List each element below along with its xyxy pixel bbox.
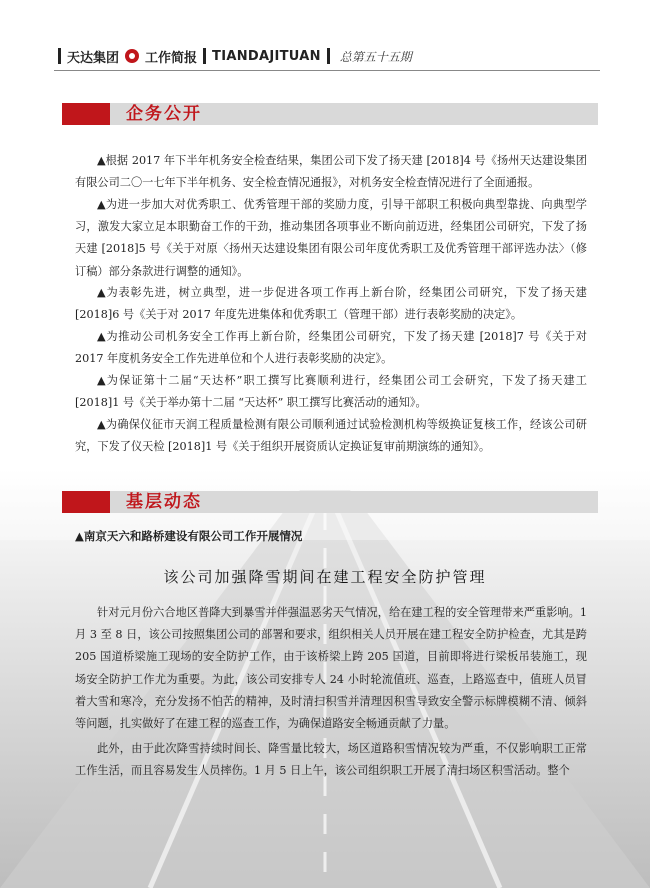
section-bar-enterprise-affairs <box>62 103 598 125</box>
header-english-name: TIANDAJITUAN <box>212 48 321 64</box>
section-title: 基层动态 <box>126 492 202 512</box>
paragraph: ▲为推动公司机务安全工作再上新台阶，经集团公司研究，下发了扬天建 [2018]7 号《关于对 2017 年度机务安全工作先进单位和个人进行表彰奖励的决定》。 <box>75 330 587 366</box>
header-group-name: 天达集团 <box>67 50 120 66</box>
header-divider <box>327 48 330 64</box>
section-title: 企务公开 <box>126 104 202 124</box>
paragraph: ▲根据 2017 年下半年机务安全检查结果，集团公司下发了扬天建 [2018]4 号《扬州天达建设集团有限公司二〇一七年下半年机务、安全检查情况通报》，对机务安全检查情况进行了全面通报。 <box>75 154 587 190</box>
paragraph: ▲为表彰先进，树立典型，进一步促进各项工作再上新台阶，经集团公司研究，下发了扬天建 [2018]6 号《关于对 2017 年度先进集体和优秀职工（管理干部）进行表彰奖励的决定》。 <box>75 286 587 322</box>
header-divider <box>203 48 206 64</box>
paragraph: 此外，由于此次降雪持续时间长、降雪量比较大，场区道路积雪情况较为严重，不仅影响职工正常工作生活，而且容易发生人员摔伤。1 月 5 日上午，该公司组织职工开展了清扫场区积雪活动。整个 <box>75 742 587 778</box>
header-brief-title: 工作简报 <box>145 50 198 66</box>
header-issue-number: 总第五十五期 <box>339 49 412 64</box>
section-red-block <box>62 491 110 513</box>
header-divider <box>58 48 61 64</box>
section-bar-grassroots-news <box>62 491 598 513</box>
section-red-block <box>62 103 110 125</box>
tianda-logo-icon <box>125 49 139 63</box>
page-header <box>58 44 412 68</box>
paragraph: ▲为确保仪征市天润工程质量检测有限公司顺利通过试验检测机构等级换证复核工作，经该公司研究，下发了仪天检 [2018]1 号《关于组织开展资质认定换证复审前期演练的通知》。 <box>75 418 587 454</box>
paragraph: ▲为进一步加大对优秀职工、优秀管理干部的奖励力度，引导干部职工积极向典型靠拢、向典型学习，激发大家立足本职勤奋工作的干劲，推动集团各项事业不断向前迈进，经集团公司研究，下发了扬天建 [2018]5 号《关于对原〈扬州天达建设集团有限公司年度优秀职工及优秀管理干部评选办法〉（修订稿）部分条款进行调整的通知》。 <box>75 198 587 278</box>
article-title: 该公司加强降雪期间在建工程安全防护管理 <box>163 568 487 586</box>
header-rule <box>54 70 600 71</box>
paragraph: 针对元月份六合地区普降大到暴雪并伴强温恶劣天气情况，给在建工程的安全管理带来严重影响。1 月 3 至 8 日，该公司按照集团公司的部署和要求，组织相关人员开展在建工程安全防护检查，尤其是跨 205 国道桥梁施工现场的安全防护工作，由于该桥梁上跨 205 国道，目前即将进行梁板吊装施工，现场安全防护工作尤为重要。为此，该公司安排专人 24 小时轮流值班、巡查，上路巡查中，值班人员冒着大雪和寒冷，充分发扬不怕苦的精神，及时清扫积雪并清理因积雪导致安全警示标牌模糊不清、倾斜等问题，扎实做好了在建工程的巡查工作，为确保道路安全畅通贡献了力量。 <box>75 606 587 731</box>
paragraph: ▲为保证第十二届“天达杯”职工撰写比赛顺利进行，经集团公司工会研究，下发了扬天建工 [2018]1 号《关于举办第十二届 “天达杯” 职工撰写比赛活动的通知》。 <box>75 374 587 410</box>
company-subheading: ▲南京天六和路桥建设有限公司工作开展情况 <box>75 529 303 543</box>
